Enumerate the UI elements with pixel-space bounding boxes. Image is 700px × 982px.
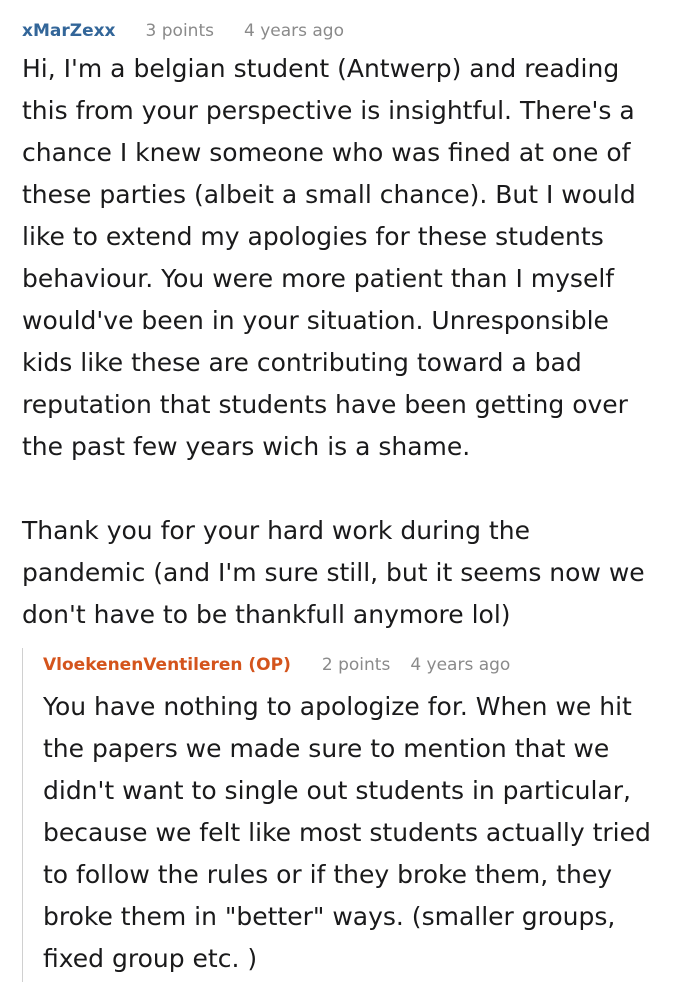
comment-timestamp: 4 years ago [243, 21, 344, 41]
comment-username[interactable]: xMarZexx [22, 21, 116, 41]
comment [22, 18, 694, 636]
reply-meta [43, 652, 698, 678]
reply-timestamp: 4 years ago [410, 655, 511, 675]
comment-body-paragraph-1: Hi, I'm a belgian student (Antwerp) and reading this from your perspective is insightful. There's a chance I knew someone who was fined at one of these parties (albeit a small chance). But I would like to extend my apologies for these students behaviour. You were more patient than I myself would've been in your situation. Unresponsible kids like these are contributing toward a bad reputation that students have been getting over the past few years wich is a shame. [22, 54, 636, 461]
comment-points: 3 points [145, 21, 214, 41]
reply-body: You have nothing to apologize for. When we hit the papers we made sure to mention that we didn't want to single out students in particular, because we felt like most students actually tried to follow the rules or if they broke them, they broke them in "better" ways. (smaller groups, fixed group etc. ) [43, 692, 651, 973]
comment-body-paragraph-2: Thank you for your hard work during the pandemic (and I'm sure still, but it seems now we don't have to be thankfull anymore lol) [22, 516, 645, 629]
comment-meta [22, 18, 694, 44]
reply-username[interactable]: VloekenenVentileren (OP) [43, 655, 291, 675]
reply-points: 2 points [321, 655, 391, 675]
reply-comment [22, 648, 698, 982]
